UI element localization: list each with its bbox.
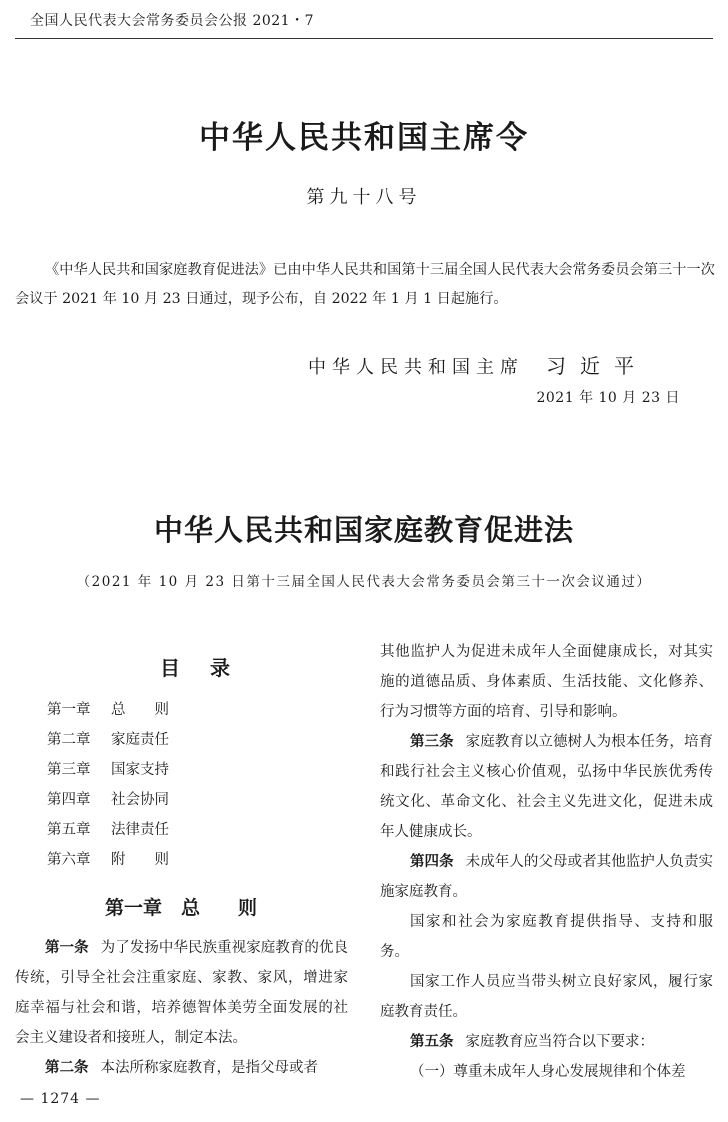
article-text: 为了发扬中华民族重视家庭教育的优良传统，引导全社会注重家庭、家教、家风，增进家庭幸福与社会和谐，培养德智体美劳全面发展的社会主义建设者和接班人，制定本法。 bbox=[15, 940, 349, 1046]
toc-item-number: 第五章 bbox=[47, 822, 91, 838]
article-4-paragraph-3: 国家工作人员应当带头树立良好家风，履行家庭教育责任。 bbox=[380, 974, 713, 1020]
toc-item bbox=[47, 817, 169, 847]
article-text: 家庭教育应当符合以下要求： bbox=[465, 1034, 654, 1050]
article-2-continued: 其他监护人为促进未成年人全面健康成长，对其实施的道德品质、身体素质、生活技能、文化修养、行为习惯等方面的培育、引导和影响。 bbox=[380, 644, 713, 720]
signature bbox=[308, 350, 648, 379]
article-label: 第一条 bbox=[45, 939, 89, 956]
toc-item bbox=[47, 847, 169, 877]
article-label: 第三条 bbox=[410, 733, 454, 750]
toc-item-name: 法律责任 bbox=[111, 822, 169, 838]
article-4 bbox=[380, 847, 713, 907]
signature-date: 2021 年 10 月 23 日 bbox=[536, 390, 680, 406]
order-number: 第九十八号 bbox=[306, 187, 422, 208]
chapter-heading: 第一章 总 则 bbox=[104, 897, 257, 919]
article-text: 未成年人的父母或者其他监护人负责实施家庭教育。 bbox=[380, 854, 714, 900]
page-number: — 1274 — bbox=[20, 1091, 101, 1107]
toc-item-name: 附 则 bbox=[111, 852, 169, 868]
article-1 bbox=[15, 933, 348, 1053]
article-5 bbox=[380, 1027, 713, 1057]
article-5-item-1: （一）尊重未成年人身心发展规律和个体差 bbox=[410, 1064, 686, 1080]
article-3 bbox=[380, 727, 713, 847]
law-title: 中华人民共和国家庭教育促进法 bbox=[153, 513, 574, 547]
article-label: 第二条 bbox=[45, 1059, 89, 1076]
article-4-paragraph-2: 国家和社会为家庭教育提供指导、支持和服务。 bbox=[380, 914, 713, 960]
bulletin-header: 全国人民代表大会常务委员会公报 2021・7 bbox=[30, 13, 314, 29]
signature-title: 中华人民共和国主席 bbox=[308, 357, 524, 378]
toc-item-number: 第六章 bbox=[47, 852, 91, 868]
toc-item-name: 总 则 bbox=[111, 702, 169, 718]
toc-item-name: 家庭责任 bbox=[111, 732, 169, 748]
left-column bbox=[15, 933, 348, 1083]
toc-title: 目录 bbox=[160, 656, 260, 680]
right-column bbox=[380, 637, 713, 1087]
article-text: 家庭教育以立德树人为根本任务，培育和践行社会主义核心价值观，弘扬中华民族优秀传统文化、革命文化、社会主义先进文化，促进未成年人健康成长。 bbox=[380, 734, 714, 840]
toc-item-number: 第一章 bbox=[47, 702, 91, 718]
toc-item-number: 第三章 bbox=[47, 762, 91, 778]
toc-item bbox=[47, 697, 169, 727]
decree-body: 《中华人民共和国家庭教育促进法》已由中华人民共和国第十三届全国人民代表大会常务委员会第三十一次会议于 2021 年 10 月 23 日通过，现予公布，自 2022 年 1 月 1 日起施行。 bbox=[15, 262, 715, 307]
toc-item bbox=[47, 757, 169, 787]
toc-item-name: 国家支持 bbox=[111, 762, 169, 778]
article-text: 本法所称家庭教育，是指父母或者 bbox=[100, 1060, 318, 1076]
header-rule bbox=[15, 38, 713, 39]
article-label: 第五条 bbox=[410, 1033, 454, 1050]
toc-item bbox=[47, 727, 169, 757]
toc-item bbox=[47, 787, 169, 817]
article-2 bbox=[15, 1053, 348, 1083]
adoption-note: （2021 年 10 月 23 日第十三届全国人民代表大会常务委员会第三十一次会议通过） bbox=[76, 574, 652, 590]
toc-item-number: 第二章 bbox=[47, 732, 91, 748]
article-label: 第四条 bbox=[410, 853, 454, 870]
order-title: 中华人民共和国主席令 bbox=[199, 120, 529, 156]
toc-item-number: 第四章 bbox=[47, 792, 91, 808]
table-of-contents bbox=[47, 697, 169, 877]
signature-name: 习近平 bbox=[546, 354, 648, 378]
toc-item-name: 社会协同 bbox=[111, 792, 169, 808]
